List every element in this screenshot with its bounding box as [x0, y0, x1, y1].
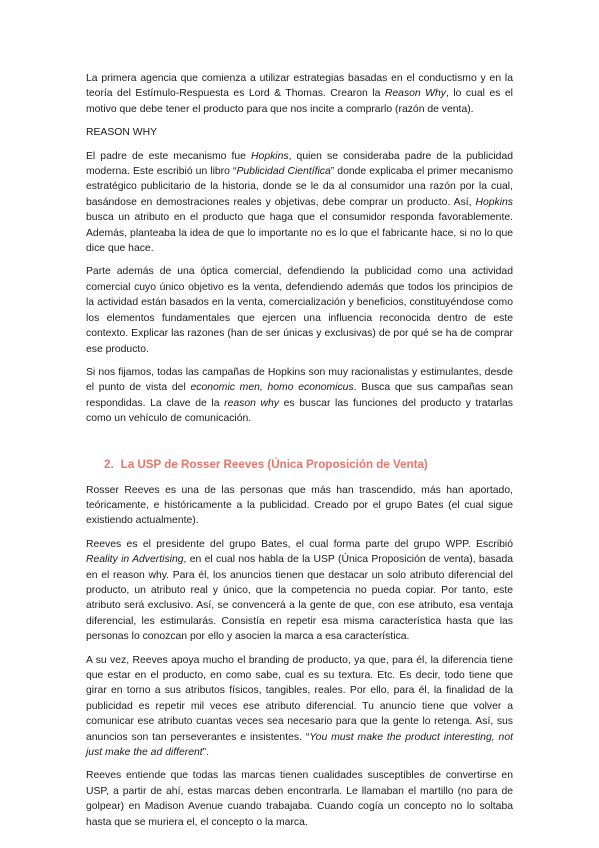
text-run: busca un atributo en el producto que haga que el consumidor responda favorablemente. Además, planteaba la idea de que lo importante no es lo que el fabricante hace, si no lo que dice que hace. — [86, 212, 513, 255]
italic-text: Reality in Advertising — [86, 554, 184, 566]
paragraph — [86, 483, 513, 529]
text-run: La primera agencia que comienza a utilizar estrategias basadas en el conductismo y en la teoría del Estímulo-Respuesta es Lord & Thomas. Crearon la — [86, 73, 513, 100]
italic-text: Publicidad Científica — [236, 166, 331, 178]
paragraph — [86, 537, 513, 645]
text-run: Rosser Reeves es una de las personas que más han trascendido, más han aportado, teóricamente, e históricamente a la publicidad. Creado por el grupo Bates (el cual sigue existiendo actualmente). — [86, 484, 513, 527]
intro-block — [86, 71, 513, 117]
text-run: . Busca que sus campañas sean respondidas. La clave de la — [86, 382, 513, 409]
text-run: A su vez, Reeves apoya mucho el branding de producto, ya que, para él, la diferencia tiene que estar en el producto, en como sabe, cual es su textura. Etc. Es decir, todo tiene que girar en torno a sus atributos físicos, tangibles, reales. Por ello, para él, la finalidad de la publicidad es repetir mil veces ese atributo diferencial. Tu anuncio tiene que volver a comunicar ese atributo cuantas veces sea necesario para que la gente lo retenga. Así, sus anuncios son tan perseverantes e insistentes. “ — [86, 654, 513, 743]
text-run: El padre de este mecanismo fue — [86, 150, 252, 162]
text-run: Parte además de una óptica comercial, defendiendo la publicidad como una actividad comercial cuyo único objetivo es la venta, defendiendo además que todos los principios de la actividad están basados en la venta, comercialización y beneficios, constituyéndose como los elementos fundamentales que ejercen una influencia reconocida dentro de este contexto. Explicar las razones (han de ser únicas y exclusivas) de por qué se ha de comprar ese producto. — [86, 266, 513, 355]
paragraph — [86, 264, 513, 356]
italic-text: Reason Why — [384, 88, 446, 100]
italic-text: reason why — [224, 397, 279, 409]
text-run: ” donde explicaba el primer mecanismo estratégico publicitario de la historia, donde se le da al consumidor una razón por la cual, basándose en demostraciones reales y objetivas, debe comprar un producto. Así, — [86, 166, 513, 208]
text-run: Reeves entiende que todas las marcas tienen cualidades susceptibles de convertirse en USP, a partir de ahí, estas marcas deben encontrarla. Le llamaban el martillo (no para de golpear) en Madison Avenue cuando trabajaba. Cuando cogía un concepto no lo soltaba hasta que se muriera el, el concepto o la marca. — [86, 770, 513, 828]
text-run: , en el cual nos habla de la USP (Única Proposición de venta), basada en el reason why. Para él, los anuncios tienen que destacar un solo atributo diferencial del producto, un atributo real y único, que la competencia no pueda copiar. Por tanto, este atributo será exclusivo. Así, se convencerá a la gente de que, con ese atributo, esa ventaja diferencial, les estimularás. Consistía en repetir esa misma característica hasta que las personas lo conozcan por ello y asocien la marca a esa característica. — [86, 554, 513, 643]
text-run: , quien se consideraba padre de la publicidad moderna. Este escribió un libro “ — [86, 150, 513, 178]
subheading-reason-why: REASON WHY — [86, 127, 158, 139]
paragraph — [86, 653, 513, 761]
italic-text: Hopkins — [251, 150, 289, 162]
section-title: La USP de Rosser Reeves (Única Proposición de Venta) — [120, 457, 428, 471]
italic-text: Hopkins — [475, 196, 513, 208]
paragraph — [86, 71, 513, 117]
text-run: es buscar las funciones del producto y tratarlas como un vehículo de comunicación. — [86, 397, 513, 425]
section-heading — [104, 457, 513, 473]
paragraph — [86, 365, 513, 427]
reason-why-block — [86, 149, 513, 427]
paragraph — [86, 768, 513, 830]
text-run: Si nos fijamos, todas las campañas de Hopkins son muy racionalistas y estimulantes, desde el punto de vista del — [86, 366, 513, 394]
text-run: Reeves es el presidente del grupo Bates, el cual forma parte del grupo WPP. Escribió — [86, 538, 513, 550]
italic-text: economic men, homo economicus — [190, 382, 354, 394]
usp-block — [86, 483, 513, 831]
italic-text: You must make the product interesting, not just make the ad different — [86, 731, 513, 759]
paragraph — [86, 149, 513, 257]
text-run: ”. — [202, 747, 210, 759]
section-number: 2. — [104, 457, 114, 471]
text-run: , lo cual es el motivo que debe tener el producto para que nos incite a comprarlo (razón de venta). — [86, 88, 513, 115]
